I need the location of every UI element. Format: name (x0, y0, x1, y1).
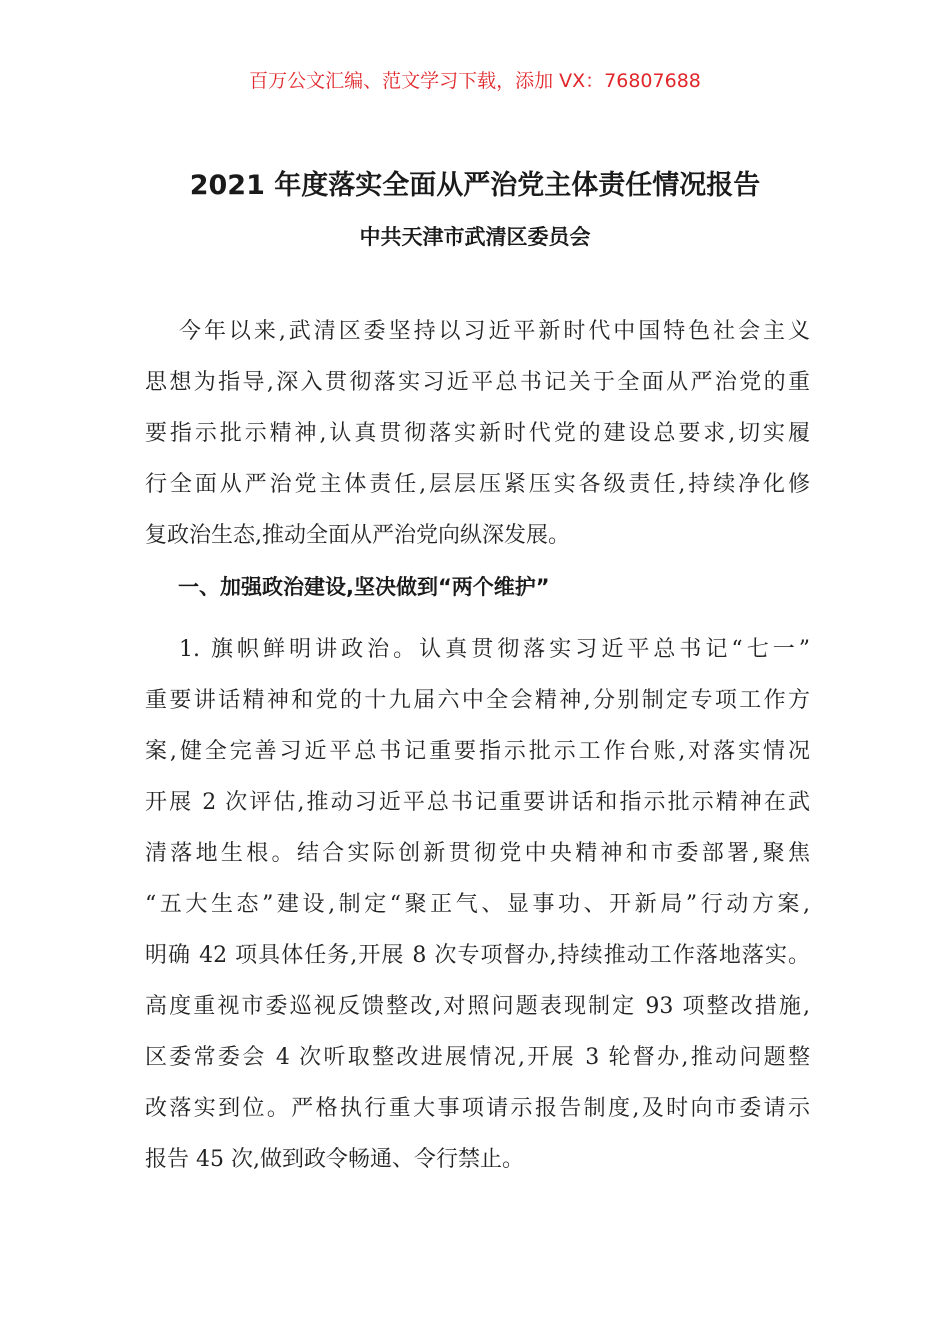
paragraph-line: 行全面从严治党主体责任,层层压紧压实各级责任,持续净化修 (145, 472, 810, 497)
watermark-header: 百万公文汇编、范文学习下载，添加 VX：76807688 (249, 70, 701, 92)
paragraph-intro (145, 306, 810, 561)
paragraph-line: 改落实到位。严格执行重大事项请示报告制度,及时向市委请示 (145, 1096, 810, 1121)
paragraph-line: 案,健全完善习近平总书记重要指示批示工作台账,对落实情况 (145, 739, 810, 764)
paragraph-line: 思想为指导,深入贯彻落实习近平总书记关于全面从严治党的重 (145, 370, 810, 395)
paragraph-line: “五大生态”建设,制定“聚正气、显事功、开新局”行动方案, (145, 892, 810, 917)
document-title: 2021 年度落实全面从严治党主体责任情况报告 (189, 170, 761, 201)
paragraph-line: 1. 旗帜鲜明讲政治。认真贯彻落实习近平总书记“七一” (179, 637, 810, 662)
paragraph-line: 复政治生态,推动全面从严治党向纵深发展。 (145, 523, 570, 548)
paragraph-line: 要指示批示精神,认真贯彻落实新时代党的建设总要求,切实履 (145, 421, 810, 446)
paragraph-section1-item1 (145, 624, 810, 1185)
paragraph-line: 明确 42 项具体任务,开展 8 次专项督办,持续推动工作落地落实。 (145, 943, 810, 968)
section-heading: 一、加强政治建设,坚决做到“两个维护” (178, 575, 550, 599)
paragraph-line: 重要讲话精神和党的十九届六中全会精神,分别制定专项工作方 (145, 688, 810, 713)
paragraph-line: 清落地生根。结合实际创新贯彻党中央精神和市委部署,聚焦 (145, 841, 810, 866)
paragraph-line: 今年以来,武清区委坚持以习近平新时代中国特色社会主义 (179, 319, 810, 344)
paragraph-line: 报告 45 次,做到政令畅通、令行禁止。 (145, 1147, 524, 1172)
paragraph-line: 高度重视市委巡视反馈整改,对照问题表现制定 93 项整改措施, (145, 994, 810, 1019)
document-subtitle: 中共天津市武清区委员会 (359, 225, 591, 249)
paragraph-line: 开展 2 次评估,推动习近平总书记重要讲话和指示批示精神在武 (145, 790, 810, 815)
paragraph-line: 区委常委会 4 次听取整改进展情况,开展 3 轮督办,推动问题整 (145, 1045, 810, 1070)
